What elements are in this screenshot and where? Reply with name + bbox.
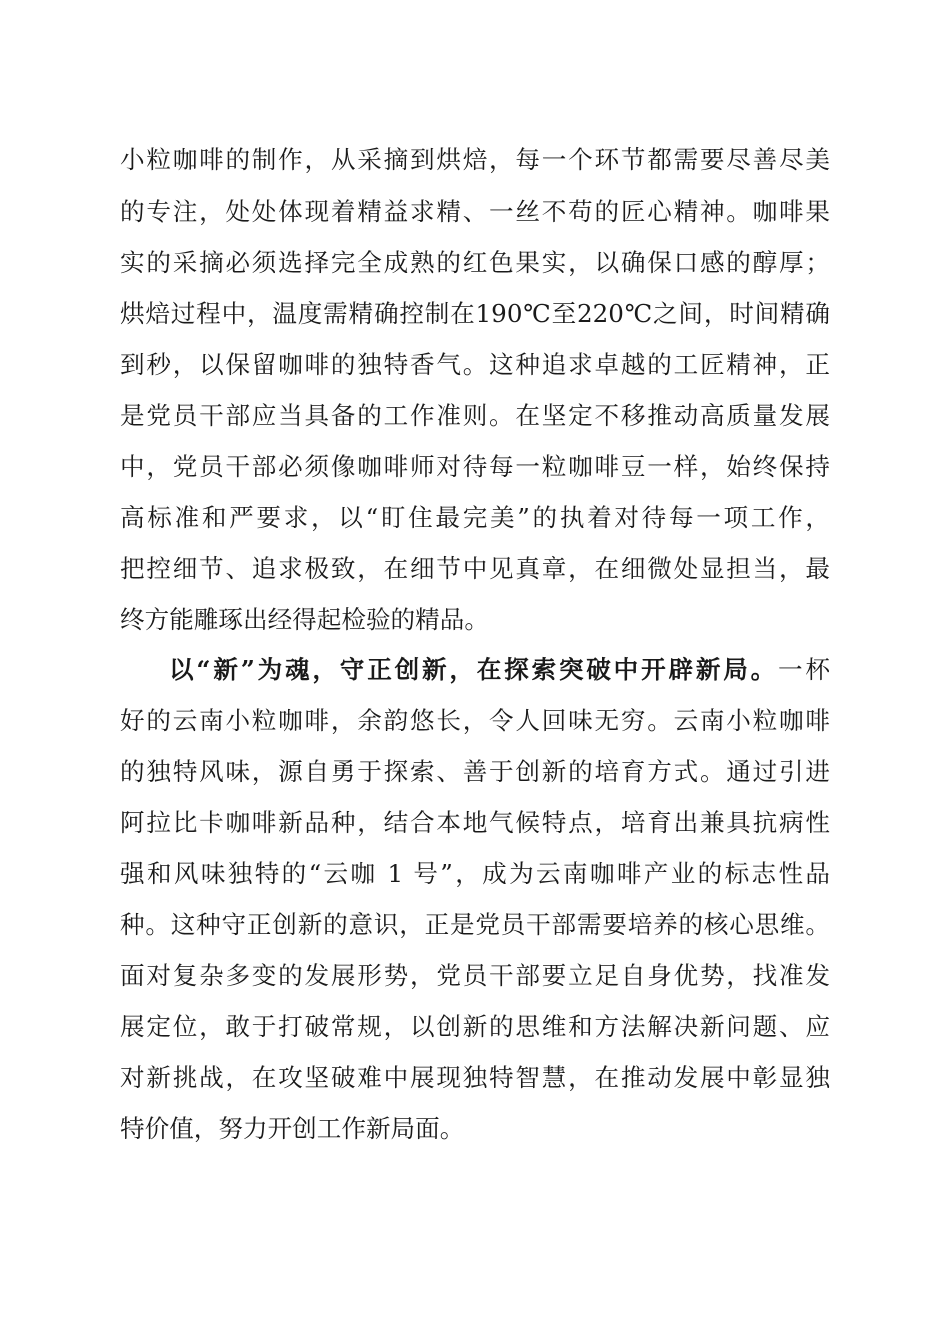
paragraph-2-line-8: 展定位，敢于打破常规，以创新的思维和方法解决新问题、应 — [120, 1012, 830, 1041]
paragraph-1-line-5: 到秒，以保留咖啡的独特香气。这种追求卓越的工匠精神，正 — [120, 350, 830, 379]
paragraph-1-line-7: 中，党员干部必须像咖啡师对待每一粒咖啡豆一样，始终保持 — [120, 452, 830, 481]
paragraph-1-line-6: 是党员干部应当具备的工作准则。在坚定不移推动高质量发展 — [120, 401, 830, 430]
paragraph-2-line-10: 特价值，努力开创工作新局面。 — [120, 1114, 465, 1143]
paragraph-1-line-10: 终方能雕琢出经得起检验的精品。 — [120, 605, 489, 634]
paragraph-1-line-4: 烘焙过程中，温度需精确控制在190℃至220℃之间，时间精确 — [120, 299, 830, 328]
paragraph-1-line-2: 的专注，处处体现着精益求精、一丝不苟的匠心精神。咖啡果 — [120, 197, 830, 226]
paragraph-2-line-9: 对新挑战，在攻坚破难中展现独特智慧，在推动发展中彰显独 — [120, 1063, 830, 1092]
paragraph-2-line-3: 的独特风味，源自勇于探索、善于创新的培育方式。通过引进 — [120, 757, 830, 786]
paragraph-2-line-7: 面对复杂多变的发展形势，党员干部要立足自身优势，找准发 — [120, 961, 830, 990]
paragraph-2-first-line — [169, 650, 830, 690]
paragraph-2-heading: 以“新”为魂，守正创新，在探索突破中开辟新局。 — [169, 655, 779, 684]
paragraph-1-line-3: 实的采摘必须选择完全成熟的红色果实，以确保口感的醇厚； — [120, 248, 830, 277]
paragraph-1-line-1: 小粒咖啡的制作，从采摘到烘焙，每一个环节都需要尽善尽美 — [120, 145, 830, 174]
paragraph-2-line-2: 好的云南小粒咖啡，余韵悠长，令人回味无穷。云南小粒咖啡 — [120, 706, 830, 735]
paragraph-1-line-9: 把控细节、追求极致，在细节中见真章，在细微处显担当，最 — [120, 554, 830, 583]
paragraph-2-heading-tail: 一杯 — [778, 655, 830, 684]
paragraph-2-line-4: 阿拉比卡咖啡新品种，结合本地气候特点，培育出兼具抗病性 — [120, 808, 830, 837]
paragraph-2-line-6: 种。这种守正创新的意识，正是党员干部需要培养的核心思维。 — [120, 910, 830, 939]
paragraph-1-line-8: 高标准和严要求，以“盯住最完美”的执着对待每一项工作， — [120, 503, 830, 532]
paragraph-2-line-5: 强和风味独特的“云咖 1 号”，成为云南咖啡产业的标志性品 — [120, 859, 830, 888]
